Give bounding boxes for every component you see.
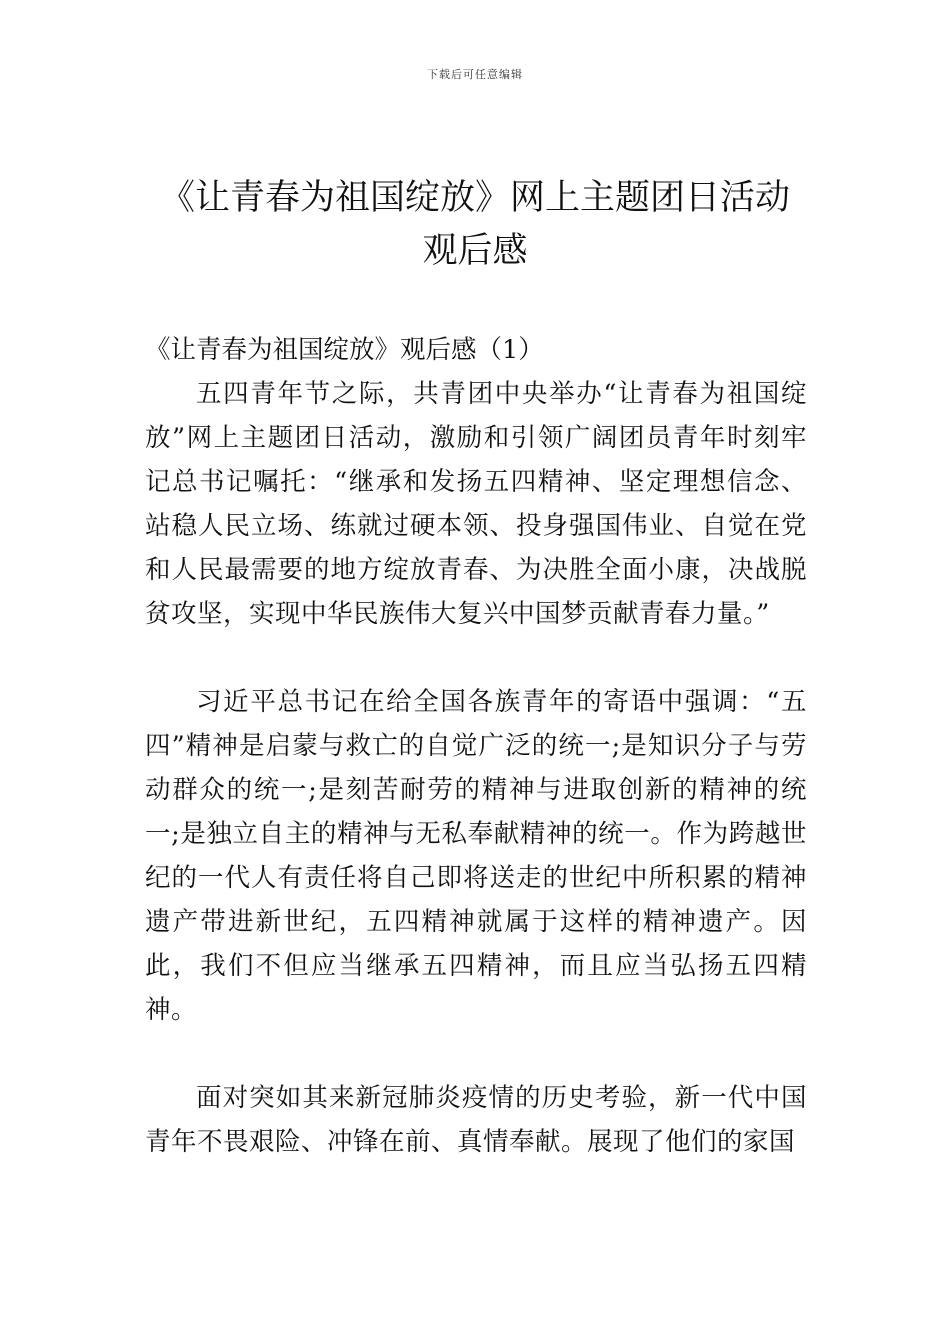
title-line-2: 观后感	[422, 231, 528, 271]
paragraph-spacer	[145, 1032, 807, 1076]
header-note: 下载后可任意编辑	[427, 68, 523, 81]
section-subheading: 《让青春为祖国绽放》观后感（1）	[145, 335, 544, 365]
title-line-1: 《让青春为祖国绽放》网上主题团日活动	[159, 178, 790, 218]
document-title	[120, 172, 830, 278]
paragraph-spacer	[145, 636, 807, 680]
paragraph-1: 五四青年节之际，共青团中央举办“让青春为祖国绽放”网上主题团日活动，激励和引领广阔团员青年时刻牢记总书记嘱托：“继承和发扬五四精神、坚定理想信念、站稳人民立场、练就过硬本领、投身强国伟业、自觉在党和人民最需要的地方绽放青春、为决胜全面小康，决战脱贫攻坚，实现中华民族伟大复兴中国梦贡献青春力量。”	[145, 379, 807, 629]
document-body	[145, 328, 807, 1164]
paragraph-2: 习近平总书记在给全国各族青年的寄语中强调：“五四”精神是启蒙与救亡的自觉广泛的统一;是知识分子与劳动群众的统一;是刻苦耐劳的精神与进取创新的精神的统一;是独立自主的精神与无私奉献精神的统一。作为跨越世纪的一代人有责任将自己即将送走的世纪中所积累的精神遗产带进新世纪，五四精神就属于这样的精神遗产。因此，我们不但应当继承五四精神，而且应当弘扬五四精神。	[145, 687, 807, 1025]
paragraph-3: 面对突如其来新冠肺炎疫情的历史考验，新一代中国青年不畏艰险、冲锋在前、真情奉献。展现了他们的家国	[145, 1083, 807, 1157]
